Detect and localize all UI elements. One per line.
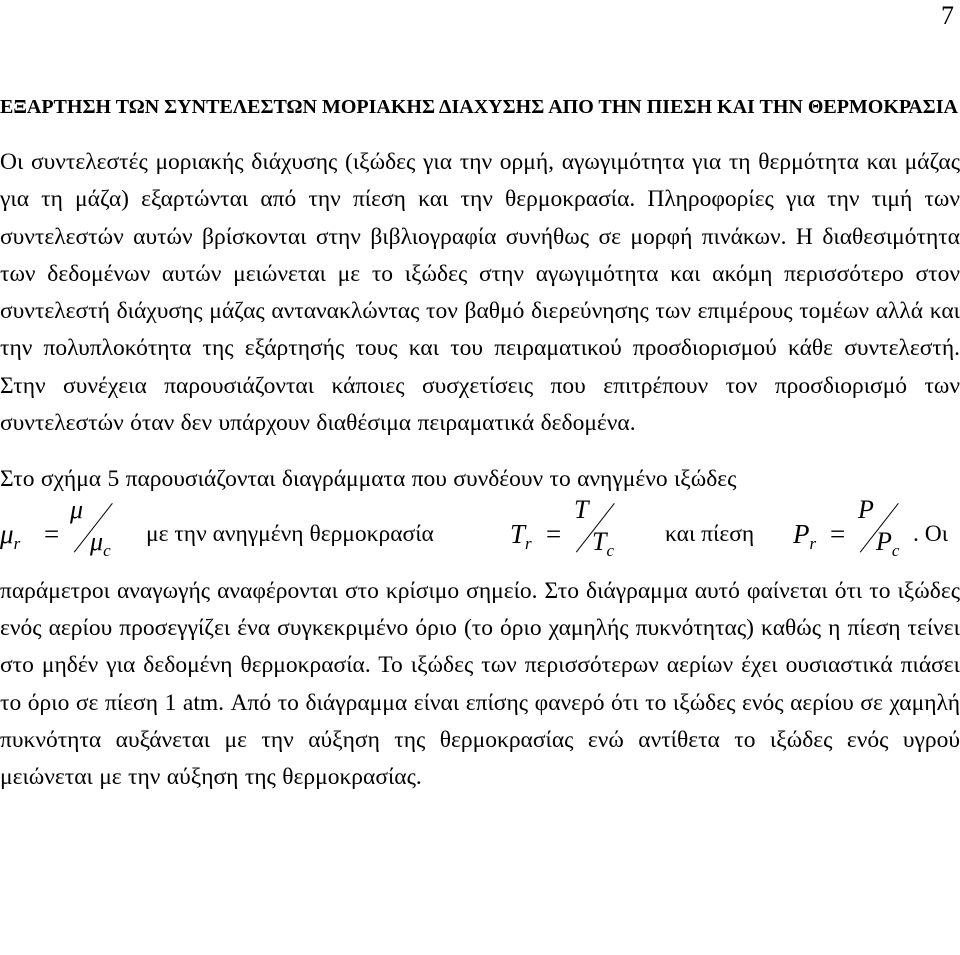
paragraph-figure-intro: Στο σχήμα 5 παρουσιάζονται διαγράμματα που συνδέουν το ανηγμένο ιξώδες: [0, 466, 737, 493]
paragraph-diffusion-coefficients: Οι συντελεστές μοριακής διάχυσης (ιξώδες για την ορμή, αγωγιμότητα για τη θερμότητα και μάζας για τη μάζα) εξαρτώνται από την πίεση και την θερμοκρασία. Πληροφορίες για την τιμή των συντελεστών αυτών βρίσκονται στην βιβλιογραφία συνήθως σε μορφή πινάκων. Η διαθεσιμότητα των δεδομένων αυτών μειώνεται με το ιξώδες στην αγωγιμότητα και ακόμη περισσότερο στον συντελεστή διάχυσης μάζας αντανακλώντας τον βαθμό διερεύνησης των επιμέρους τομέων αλλά και την πολυπλοκότητα της εξάρτησής τους και του πειραματικού προσδιορισμού κάθε συντελεστή. Στην συνέχεια παρουσιάζονται κάποιες συσχετίσεις που επιτρέπουν τον προσδιορισμό των συντελεστών όταν δεν υπάρχουν διαθέσιμα πειραματικά δεδομένα.: [0, 149, 960, 437]
p-r-symbol: $P_r$: [793, 518, 817, 553]
document-body: [0, 88, 960, 796]
equals-sign-3: =: [830, 518, 846, 549]
mu-r-symbol: $\mu_r$: [0, 518, 21, 553]
paragraph-viscosity-behavior: παράμετροι αναγωγής αναφέρονται στο κρίσιμο σημείο. Στο διάγραμμα αυτό φαίνεται ότι το ιξώδες ενός αερίου προσεγγίζει ένα συγκεκριμένο όριο (το όριο χαμηλής πυκνότητας) καθώς η πίεση τείνει στο μηδέν για δεδομένη θερμοκρασία. Το ιξώδες των περισσότερων αερίων έχει ουσιαστικά πιάσει το όριο σε πίεση 1 atm. Από το διάγραμμα είναι επίσης φανερό ότι το ιξώδες ενός αερίου σε χαμηλή πυκνότητα αυξάνεται με την αύξηση της θερμοκρασίας ενώ αντίθετα το ιξώδες ενός υγρού μειώνεται με την αύξηση της θερμοκρασίας.: [0, 577, 960, 791]
section-heading: ΕΞΑΡΤΗΣΗ ΤΩΝ ΣΥΝΤΕΛΕΣΤΩΝ ΜΟΡΙΑΚΗΣ ΔΙΑΧΥΣΗΣ ΑΠΟ ΤΗΝ ΠΙΕΣΗ ΚΑΙ ΤΗΝ ΘΕΡΜΟΚΡΑΣΙΑ: [0, 96, 958, 118]
formula-text-pressure: και πίεση: [665, 520, 755, 547]
equals-sign-1: =: [44, 518, 60, 549]
formula-text-end: . Οι: [913, 520, 949, 547]
page-number: 7: [941, 1, 954, 30]
equals-sign-2: =: [546, 518, 562, 549]
reduced-variables-formula: $\mu_r$ = μ $\mu_c$ με την ανηγμένη θερμοκρασία $T_r$ = T $T_c$ και πίεση $P_r$ = P $P_c$ . Οι: [0, 494, 949, 560]
formula-text-temperature: με την ανηγμένη θερμοκρασία: [146, 520, 434, 547]
t-r-symbol: $T_r$: [510, 518, 532, 553]
